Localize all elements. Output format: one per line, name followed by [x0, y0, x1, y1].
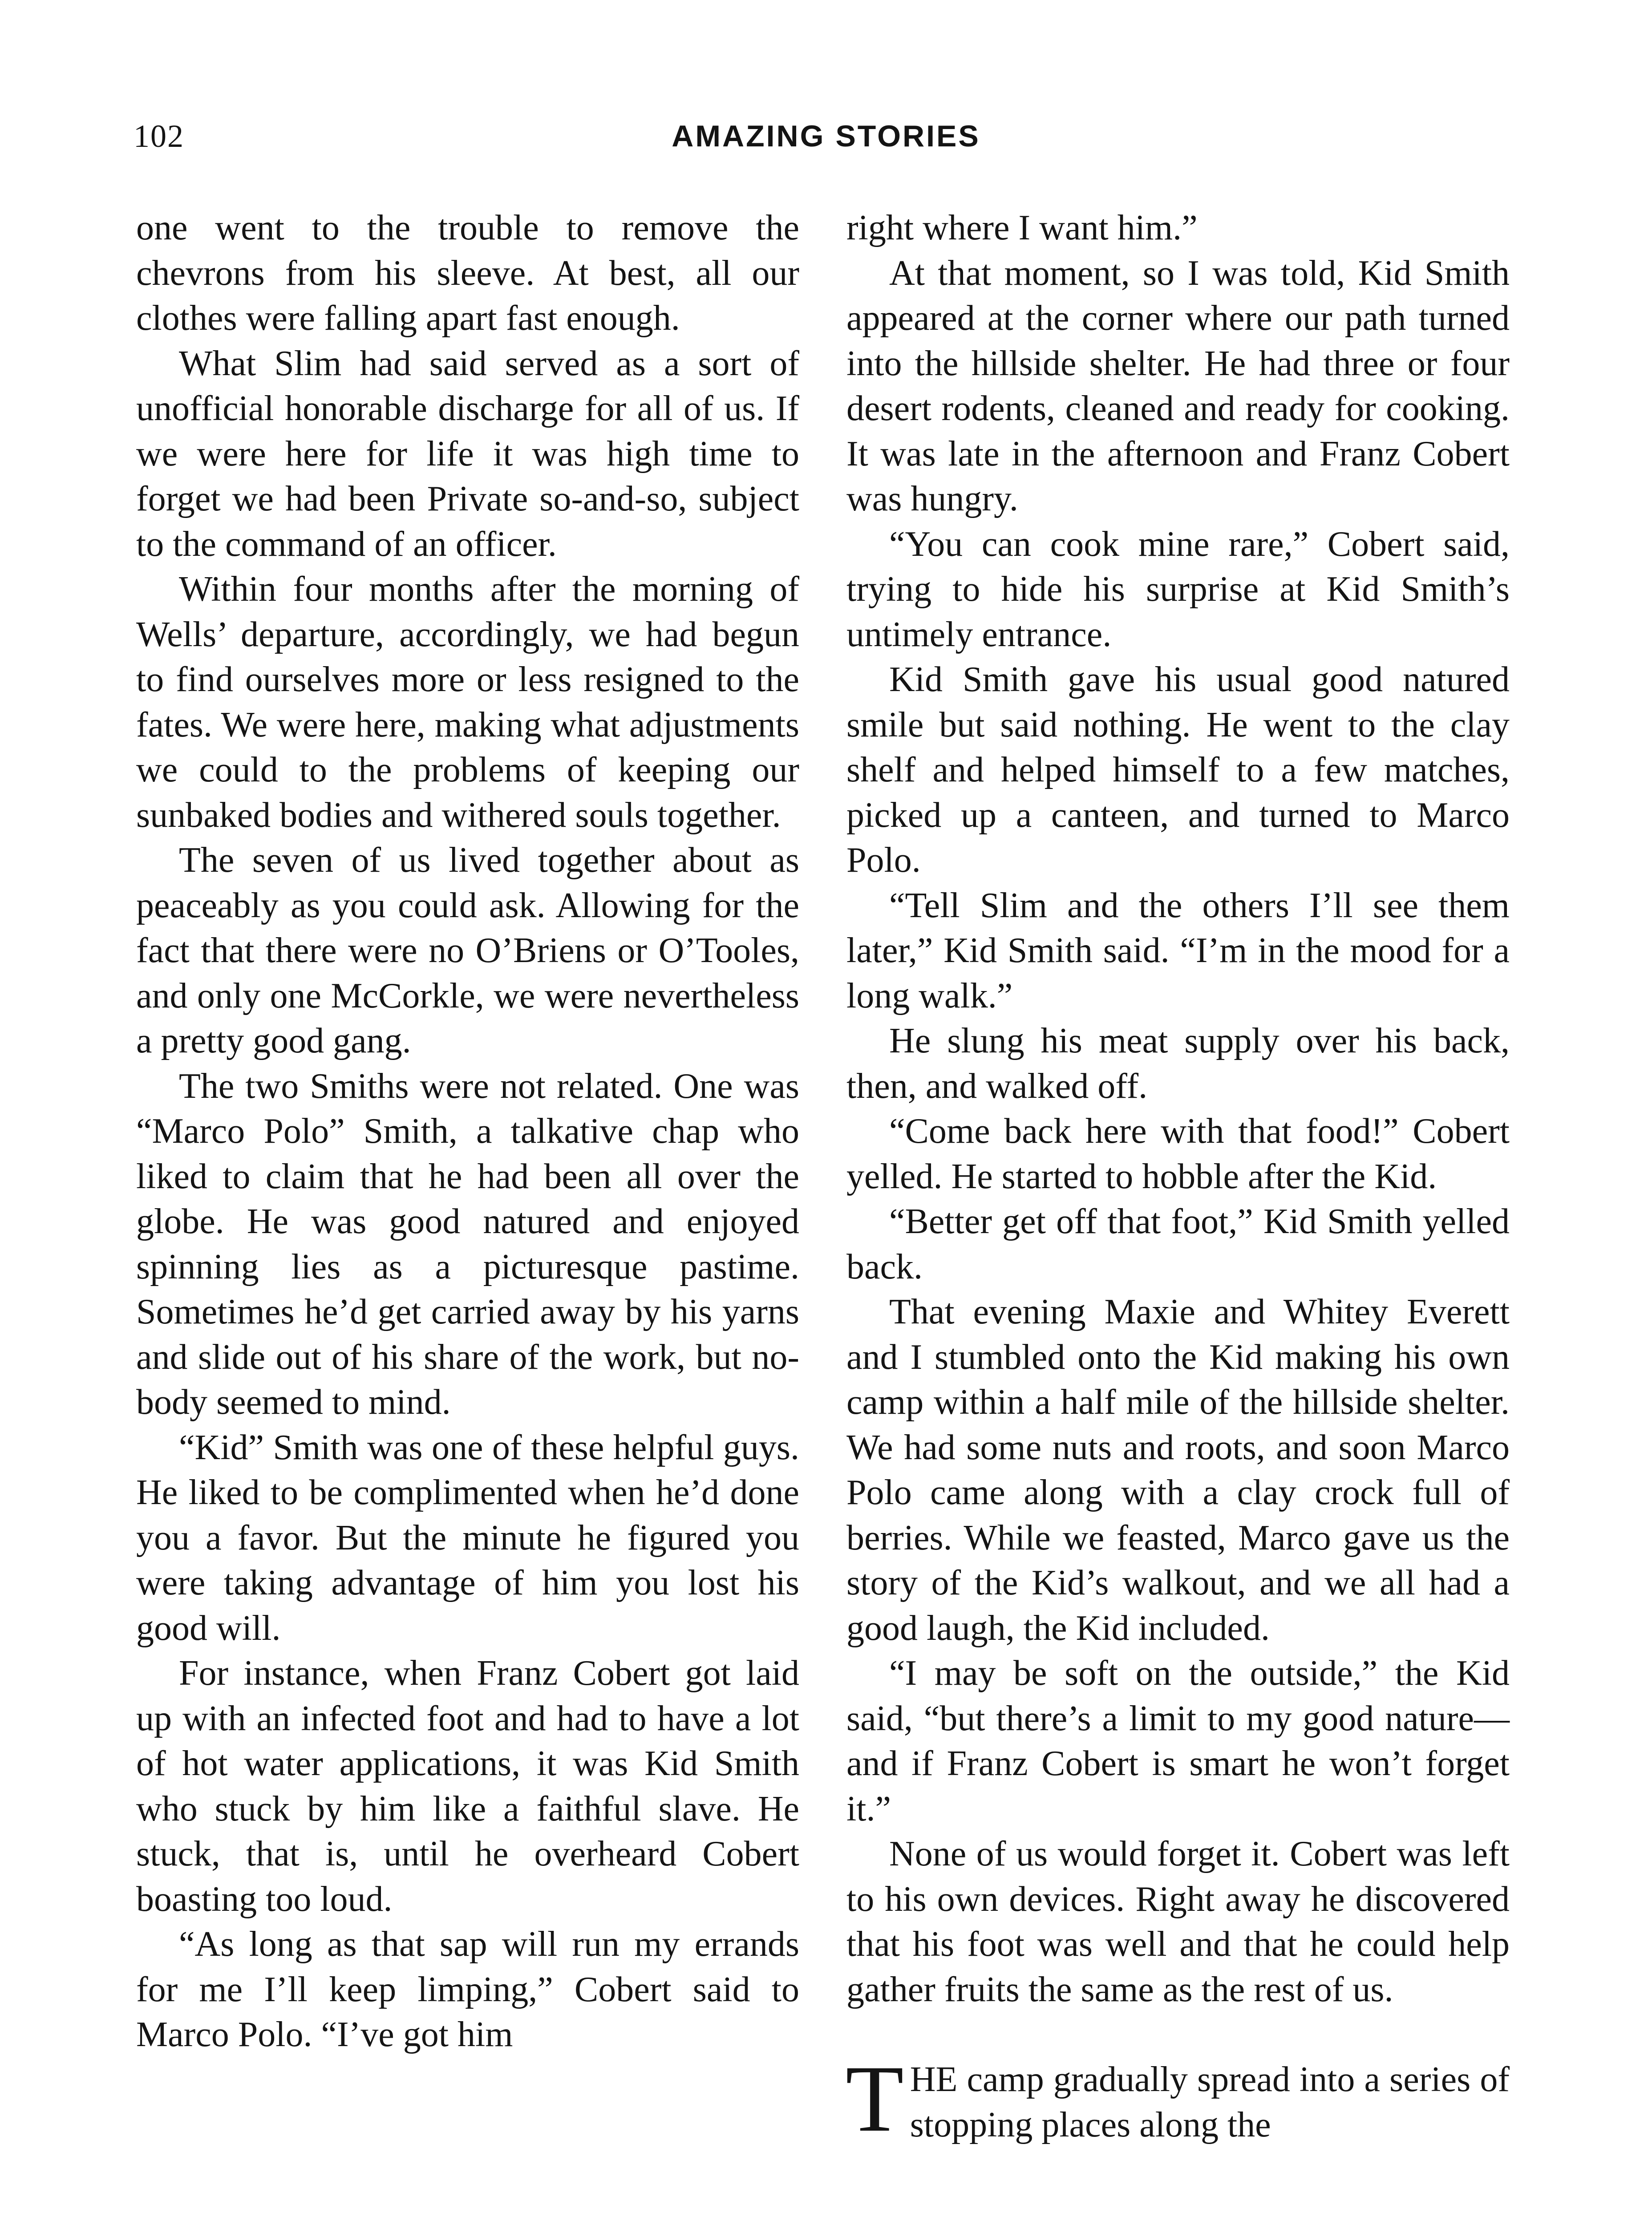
paragraph: For instance, when Franz Cobert got laid up with an infected foot and had to have a lot of hot water applications, it was Kid Smith who stuck by him like a faithful slave. He stuck, that is, until he overheard Cobert boasting too loud. — [136, 1654, 799, 1919]
paragraph: The two Smiths were not related. One was “Marco Polo” Smith, a talkative chap who liked to claim that he had been all over the globe. He was good natured and enjoyed spinning lies as a picturesque pastime. Sometimes he’d get carried away by his yarns and slide out of his share of the work, but nobody seemed to mind. — [136, 1066, 799, 1422]
paragraph: “As long as that sap will run my errands for me I’ll keep limping,” Cobert said to Marco Polo. “I’ve got him — [136, 1925, 799, 2054]
section-opening-paragraph — [846, 2046, 1510, 2152]
paragraph: “Come back here with that food!” Cobert yelled. He started to hobble after the Kid. — [846, 1112, 1510, 1196]
paragraph: “I may be soft on the outside,” the Kid said, “but there’s a limit to my good nature—and if Franz Cobert is smart he won’t forget it.” — [846, 1654, 1510, 1829]
paragraph: He slung his meat supply over his back, then, and walked off. — [846, 1021, 1510, 1106]
paragraph: That evening Maxie and Whitey Everett and I stumbled onto the Kid making his own camp within a half mile of the hillside shelter. We had some nuts and roots, and soon Marco Polo came along with a clay crock full of berries. While we feasted, Marco gave us the story of the Kid’s walkout, and we all had a good laugh, the Kid included. — [846, 1292, 1510, 1648]
paragraph: “Tell Slim and the others I’ll see them later,” Kid Smith said. “I’m in the mood for a long walk.” — [846, 886, 1510, 1015]
section-opening-text: HE camp gradually spread into a series of stopping places along the — [910, 2060, 1510, 2144]
paragraph: The seven of us lived together about as peaceably as you could ask. Allowing for the fact that there were no O’Briens or O’Tooles, and only one McCorkle, we were nevertheless a pretty good gang. — [136, 841, 799, 1060]
paragraph: At that moment, so I was told, Kid Smith appeared at the corner where our path turned into the hillside shelter. He had three or four desert rodents, cleaned and ready for cooking. It was late in the afternoon and Franz Cobert was hungry. — [846, 253, 1510, 518]
paragraph: “Better get off that foot,” Kid Smith yelled back. — [846, 1202, 1510, 1286]
paragraph: right where I want him.” — [846, 208, 1198, 247]
paragraph: Kid Smith gave his usual good natured smile but said nothing. He went to the clay shelf and helped himself to a few matches, picked up a canteen, and turned to Marco Polo. — [846, 660, 1510, 880]
left-column — [136, 206, 799, 2058]
paragraph: one went to the trouble to remove the chevrons from his sleeve. At best, all our clothes were falling apart fast enough. — [136, 208, 799, 338]
paragraph: Within four months after the morning of Wells’ departure, accordingly, we had begun to find ourselves more or less resigned to the fates. We were here, making what adjustments we could to the problems of keeping our sunbaked bodies and withered souls together. — [136, 570, 799, 835]
paragraph: “Kid” Smith was one of these helpful guys. He liked to be complimented when he’d done you a favor. But the minute he figured you were taking advantage of him you lost his good will. — [136, 1428, 799, 1648]
paragraph: What Slim had said served as a sort of unofficial honorable discharge for all of us. If we were here for life it was high time to forget we had been Private so-and-so, subject to the command of an officer. — [136, 344, 799, 564]
paragraph: None of us would forget it. Cobert was left to his own devices. Right away he discovered that his foot was well and that he could help gather fruits the same as the rest of us. — [846, 1834, 1510, 2009]
drop-cap: T — [846, 2046, 904, 2152]
right-column — [846, 206, 1510, 2152]
paragraph: “You can cook mine rare,” Cobert said, trying to hide his surprise at Kid Smith’s untimely entrance. — [846, 524, 1510, 654]
page-number: 102 — [134, 118, 184, 154]
running-title: AMAZING STORIES — [672, 119, 980, 153]
